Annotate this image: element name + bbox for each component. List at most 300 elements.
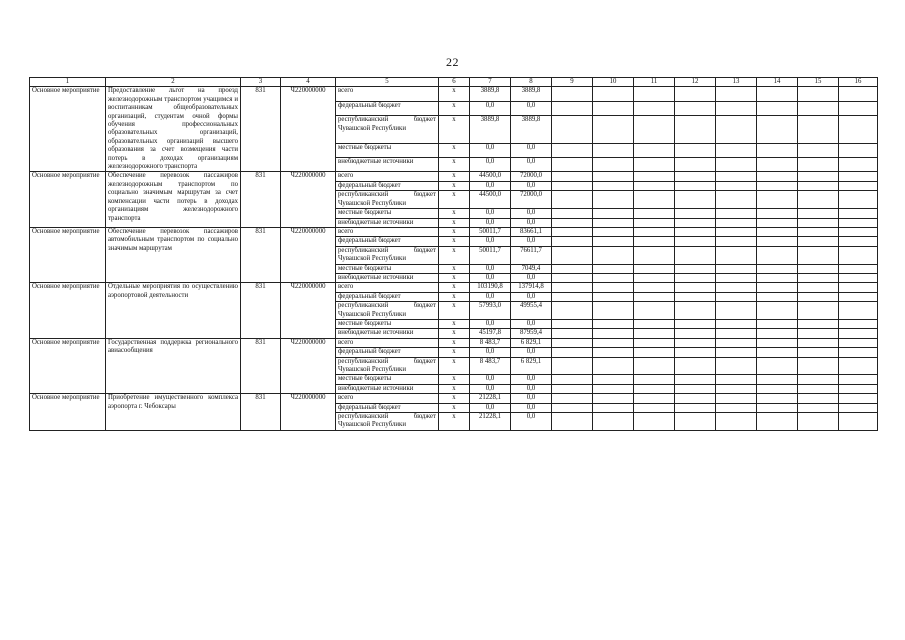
empty-cell-14 [757,394,798,403]
value-col-8: 7049,4 [511,264,552,273]
table-row [30,172,878,181]
funding-source: всего [336,394,439,403]
value-col-7: 0,0 [470,403,511,412]
header-cell-1: 1 [30,78,106,87]
empty-cell-13 [716,292,757,301]
empty-cell-13 [716,246,757,264]
code-csr: Ч220000000 [281,227,336,282]
empty-cell-9 [552,181,593,190]
empty-cell-16 [839,181,878,190]
header-cell-7: 7 [470,78,511,87]
empty-cell-10 [593,302,634,320]
empty-cell-9 [552,172,593,181]
marker-x: х [439,246,470,264]
empty-cell-15 [798,348,839,357]
header-cell-5: 5 [336,78,439,87]
empty-cell-11 [634,172,675,181]
empty-cell-16 [839,302,878,320]
marker-x: х [439,292,470,301]
code-grbs: 831 [241,394,281,431]
code-grbs: 831 [241,227,281,282]
empty-cell-15 [798,227,839,236]
empty-cell-14 [757,319,798,328]
empty-cell-9 [552,273,593,282]
empty-cell-15 [798,264,839,273]
value-col-8: 72000,0 [511,172,552,181]
empty-cell-11 [634,209,675,218]
empty-cell-15 [798,413,839,431]
funding-source: республиканский бюджет Чувашской Республики [336,116,439,143]
value-col-7: 0,0 [470,292,511,301]
header-cell-12: 12 [675,78,716,87]
empty-cell-14 [757,302,798,320]
empty-cell-15 [798,172,839,181]
empty-cell-16 [839,116,878,143]
empty-cell-15 [798,87,839,101]
empty-cell-16 [839,87,878,101]
value-col-8: 3889,8 [511,87,552,101]
empty-cell-14 [757,292,798,301]
marker-x: х [439,227,470,236]
empty-cell-12 [675,338,716,347]
value-col-7: 57993,0 [470,302,511,320]
empty-cell-15 [798,357,839,375]
empty-cell-12 [675,246,716,264]
header-cell-11: 11 [634,78,675,87]
empty-cell-11 [634,218,675,227]
marker-x: х [439,158,470,172]
empty-cell-16 [839,158,878,172]
empty-cell-14 [757,158,798,172]
empty-cell-16 [839,357,878,375]
funding-source: республиканский бюджет Чувашской Республики [336,413,439,431]
empty-cell-12 [675,329,716,338]
empty-cell-9 [552,264,593,273]
empty-cell-9 [552,116,593,143]
empty-cell-10 [593,403,634,412]
table-row [30,227,878,236]
empty-cell-11 [634,384,675,393]
funding-source: республиканский бюджет Чувашской Республики [336,246,439,264]
empty-cell-16 [839,143,878,157]
code-grbs: 831 [241,338,281,393]
empty-cell-16 [839,227,878,236]
empty-cell-11 [634,403,675,412]
empty-cell-12 [675,375,716,384]
empty-cell-14 [757,87,798,101]
empty-cell-14 [757,172,798,181]
marker-x: х [439,101,470,115]
value-col-8: 6 829,1 [511,357,552,375]
table-row [30,338,878,347]
marker-x: х [439,218,470,227]
empty-cell-10 [593,357,634,375]
code-grbs: 831 [241,172,281,227]
code-grbs: 831 [241,87,281,172]
empty-cell-13 [716,357,757,375]
empty-cell-15 [798,319,839,328]
marker-x: х [439,172,470,181]
empty-cell-16 [839,384,878,393]
value-col-7: 0,0 [470,375,511,384]
empty-cell-10 [593,101,634,115]
empty-cell-13 [716,227,757,236]
empty-cell-12 [675,319,716,328]
marker-x: х [439,348,470,357]
empty-cell-12 [675,116,716,143]
empty-cell-11 [634,181,675,190]
empty-cell-9 [552,329,593,338]
empty-cell-13 [716,87,757,101]
empty-cell-10 [593,264,634,273]
empty-cell-14 [757,227,798,236]
empty-cell-15 [798,218,839,227]
empty-cell-15 [798,181,839,190]
marker-x: х [439,143,470,157]
empty-cell-9 [552,413,593,431]
empty-cell-9 [552,357,593,375]
empty-cell-16 [839,329,878,338]
value-col-8: 87959,4 [511,329,552,338]
empty-cell-9 [552,283,593,292]
empty-cell-10 [593,172,634,181]
empty-cell-13 [716,264,757,273]
code-csr: Ч220000000 [281,338,336,393]
value-col-7: 0,0 [470,218,511,227]
empty-cell-12 [675,264,716,273]
funding-source: всего [336,87,439,101]
table-row [30,394,878,403]
empty-cell-15 [798,273,839,282]
empty-cell-9 [552,158,593,172]
value-col-8: 0,0 [511,143,552,157]
empty-cell-14 [757,283,798,292]
empty-cell-13 [716,403,757,412]
funding-source: федеральный бюджет [336,292,439,301]
empty-cell-13 [716,384,757,393]
empty-cell-11 [634,348,675,357]
header-cell-6: 6 [439,78,470,87]
empty-cell-11 [634,357,675,375]
empty-cell-12 [675,394,716,403]
empty-cell-16 [839,283,878,292]
empty-cell-15 [798,375,839,384]
empty-cell-11 [634,302,675,320]
funding-source: всего [336,172,439,181]
marker-x: х [439,384,470,393]
code-grbs: 831 [241,283,281,338]
activity-type: Основное мероприятие [30,227,106,282]
empty-cell-14 [757,375,798,384]
activity-description: Предоставление льгот на проезд железнодорожным транспортом учащимся и воспитанникам общеобразовательных организаций, студентам очной формы обучения профессиональных образовательных организаций, образовательных организаций высшего образования за счет возмещения части потерь в доходах организациям железнодорожного транспорта [106,87,241,172]
value-col-7: 0,0 [470,273,511,282]
funding-source: внебюджетные источники [336,218,439,227]
empty-cell-13 [716,181,757,190]
value-col-7: 0,0 [470,319,511,328]
empty-cell-9 [552,403,593,412]
marker-x: х [439,273,470,282]
empty-cell-9 [552,246,593,264]
empty-cell-10 [593,218,634,227]
empty-cell-16 [839,191,878,209]
value-col-8: 0,0 [511,413,552,431]
funding-source: всего [336,338,439,347]
value-col-7: 3889,8 [470,116,511,143]
value-col-8: 0,0 [511,348,552,357]
empty-cell-16 [839,264,878,273]
value-col-8: 0,0 [511,237,552,246]
empty-cell-12 [675,292,716,301]
empty-cell-16 [839,209,878,218]
empty-cell-10 [593,87,634,101]
empty-cell-11 [634,283,675,292]
funding-source: местные бюджеты [336,319,439,328]
empty-cell-14 [757,338,798,347]
empty-cell-12 [675,227,716,236]
empty-cell-12 [675,413,716,431]
empty-cell-16 [839,292,878,301]
header-cell-15: 15 [798,78,839,87]
empty-cell-11 [634,191,675,209]
empty-cell-10 [593,348,634,357]
empty-cell-12 [675,403,716,412]
empty-cell-12 [675,181,716,190]
value-col-7: 0,0 [470,348,511,357]
empty-cell-15 [798,101,839,115]
activity-description: Обеспечение перевозок пассажиров железнодорожным транспортом по социально значимым маршрутам за счет компенсации части потерь в доходах организациям железнодорожного транспорта [106,172,241,227]
funding-source: федеральный бюджет [336,101,439,115]
funding-source: республиканский бюджет Чувашской Республики [336,191,439,209]
marker-x: х [439,87,470,101]
empty-cell-14 [757,357,798,375]
empty-cell-11 [634,101,675,115]
empty-cell-13 [716,338,757,347]
empty-cell-16 [839,246,878,264]
table-row [30,87,878,101]
empty-cell-12 [675,348,716,357]
empty-cell-12 [675,191,716,209]
empty-cell-10 [593,375,634,384]
value-col-7: 0,0 [470,143,511,157]
header-cell-3: 3 [241,78,281,87]
empty-cell-16 [839,375,878,384]
value-col-8: 3889,8 [511,116,552,143]
value-col-7: 0,0 [470,264,511,273]
value-col-8: 0,0 [511,384,552,393]
funding-source: республиканский бюджет Чувашской Республики [336,302,439,320]
value-col-7: 8 483,7 [470,357,511,375]
marker-x: х [439,283,470,292]
empty-cell-9 [552,394,593,403]
empty-cell-13 [716,375,757,384]
empty-cell-14 [757,143,798,157]
activity-type: Основное мероприятие [30,338,106,393]
marker-x: х [439,209,470,218]
empty-cell-12 [675,384,716,393]
value-col-7: 21228,1 [470,413,511,431]
empty-cell-12 [675,357,716,375]
empty-cell-11 [634,292,675,301]
value-col-7: 45197,8 [470,329,511,338]
value-col-7: 44500,0 [470,172,511,181]
empty-cell-11 [634,338,675,347]
empty-cell-15 [798,143,839,157]
empty-cell-10 [593,143,634,157]
value-col-8: 76611,7 [511,246,552,264]
empty-cell-12 [675,143,716,157]
value-col-8: 0,0 [511,394,552,403]
empty-cell-14 [757,191,798,209]
empty-cell-15 [798,403,839,412]
empty-cell-13 [716,302,757,320]
marker-x: х [439,181,470,190]
value-col-7: 8 483,7 [470,338,511,347]
header-cell-16: 16 [839,78,878,87]
empty-cell-11 [634,143,675,157]
empty-cell-10 [593,181,634,190]
empty-cell-10 [593,384,634,393]
marker-x: х [439,375,470,384]
value-col-8: 0,0 [511,292,552,301]
empty-cell-14 [757,218,798,227]
empty-cell-13 [716,116,757,143]
empty-cell-10 [593,246,634,264]
empty-cell-13 [716,218,757,227]
funding-source: внебюджетные источники [336,273,439,282]
value-col-8: 0,0 [511,209,552,218]
empty-cell-13 [716,413,757,431]
empty-cell-14 [757,246,798,264]
marker-x: х [439,264,470,273]
value-col-8: 137914,8 [511,283,552,292]
empty-cell-11 [634,158,675,172]
marker-x: х [439,191,470,209]
value-col-8: 6 829,1 [511,338,552,347]
empty-cell-15 [798,338,839,347]
empty-cell-13 [716,237,757,246]
empty-cell-14 [757,237,798,246]
empty-cell-16 [839,348,878,357]
header-cell-8: 8 [511,78,552,87]
value-col-7: 3889,8 [470,87,511,101]
empty-cell-14 [757,116,798,143]
empty-cell-11 [634,375,675,384]
activity-type: Основное мероприятие [30,394,106,431]
funding-source: внебюджетные источники [336,158,439,172]
empty-cell-12 [675,237,716,246]
empty-cell-9 [552,319,593,328]
empty-cell-9 [552,87,593,101]
funding-source: всего [336,283,439,292]
empty-cell-13 [716,209,757,218]
code-csr: Ч220000000 [281,172,336,227]
activity-type: Основное мероприятие [30,283,106,338]
empty-cell-13 [716,283,757,292]
empty-cell-9 [552,302,593,320]
marker-x: х [439,237,470,246]
empty-cell-13 [716,319,757,328]
empty-cell-10 [593,292,634,301]
funding-source: федеральный бюджет [336,181,439,190]
empty-cell-12 [675,101,716,115]
empty-cell-16 [839,338,878,347]
value-col-8: 49955,4 [511,302,552,320]
empty-cell-16 [839,172,878,181]
empty-cell-10 [593,338,634,347]
marker-x: х [439,403,470,412]
empty-cell-11 [634,116,675,143]
marker-x: х [439,116,470,143]
empty-cell-13 [716,329,757,338]
empty-cell-15 [798,237,839,246]
funding-source: местные бюджеты [336,209,439,218]
empty-cell-15 [798,246,839,264]
value-col-8: 0,0 [511,319,552,328]
empty-cell-10 [593,227,634,236]
value-col-8: 0,0 [511,273,552,282]
value-col-7: 0,0 [470,101,511,115]
empty-cell-14 [757,273,798,282]
empty-cell-13 [716,273,757,282]
empty-cell-10 [593,191,634,209]
value-col-8: 0,0 [511,181,552,190]
empty-cell-11 [634,319,675,328]
empty-cell-9 [552,101,593,115]
table-row [30,283,878,292]
value-col-7: 0,0 [470,158,511,172]
funding-source: республиканский бюджет Чувашской Республики [336,357,439,375]
empty-cell-9 [552,143,593,157]
empty-cell-10 [593,413,634,431]
budget-table [29,77,878,431]
activity-description: Приобретение имущественного комплекса аэропорта г. Чебоксары [106,394,241,431]
marker-x: х [439,338,470,347]
empty-cell-14 [757,403,798,412]
empty-cell-9 [552,384,593,393]
empty-cell-9 [552,292,593,301]
empty-cell-12 [675,209,716,218]
header-cell-4: 4 [281,78,336,87]
header-cell-14: 14 [757,78,798,87]
empty-cell-10 [593,329,634,338]
empty-cell-14 [757,329,798,338]
empty-cell-9 [552,237,593,246]
code-csr: Ч220000000 [281,283,336,338]
empty-cell-12 [675,158,716,172]
value-col-7: 0,0 [470,181,511,190]
funding-source: федеральный бюджет [336,403,439,412]
funding-source: внебюджетные источники [336,384,439,393]
empty-cell-15 [798,283,839,292]
activity-type: Основное мероприятие [30,87,106,172]
empty-cell-10 [593,116,634,143]
funding-source: внебюджетные источники [336,329,439,338]
value-col-8: 0,0 [511,101,552,115]
header-cell-9: 9 [552,78,593,87]
empty-cell-12 [675,273,716,282]
empty-cell-11 [634,329,675,338]
value-col-7: 0,0 [470,237,511,246]
value-col-7: 50011,7 [470,246,511,264]
funding-source: местные бюджеты [336,143,439,157]
header-cell-10: 10 [593,78,634,87]
empty-cell-12 [675,302,716,320]
empty-cell-15 [798,329,839,338]
empty-cell-12 [675,172,716,181]
empty-cell-15 [798,302,839,320]
value-col-8: 0,0 [511,375,552,384]
value-col-7: 0,0 [470,209,511,218]
